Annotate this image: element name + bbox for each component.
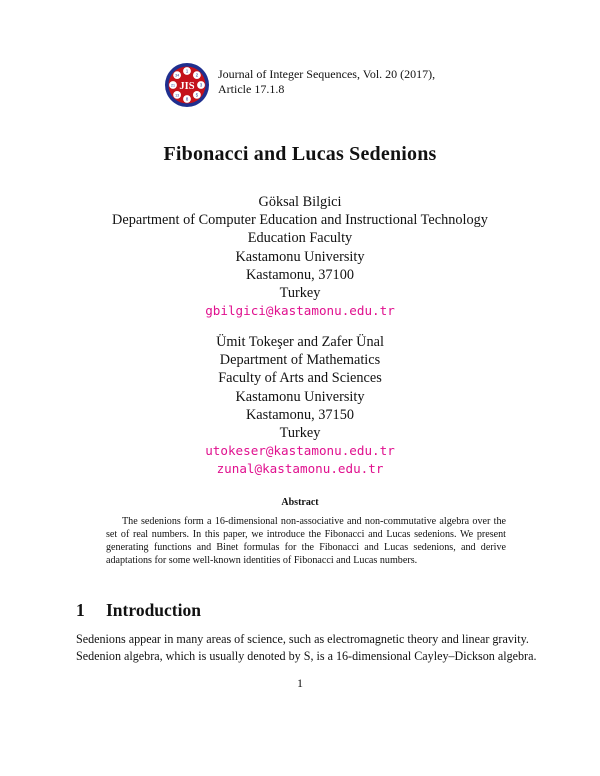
logo-number: 34 [175,73,180,78]
author-names: Ümit Tokeşer and Zafer Ünal [216,334,384,350]
logo-number: 2 [195,72,199,78]
university: Kastamonu University [235,388,365,405]
country: Turkey [279,285,321,302]
section-heading [76,600,201,621]
faculty: Education Faculty [247,230,353,247]
abstract-heading: Abstract [281,497,319,508]
journal-line-1: Journal of Integer Sequences, Vol. 20 (2017), [218,67,436,81]
abstract-text: The sedenions form a 16-dimensional non-associative and non-commutative algebra over the set of real numbers. In this paper, we introduce the Fibonacci and Lucas sedenions. We present generating functions and Binet formulas for the Fibonacci and Lucas sedenions, and derive adaptations for some well-known identities of Fibonacci and Lucas numbers. [106,516,506,566]
author-block-1 [0,193,600,320]
city: Kastamonu, 37100 [245,266,354,283]
email-link-2[interactable]: zunal@kastamonu.edu.tr [216,461,384,477]
journal-citation [218,67,478,97]
section-body [76,631,536,665]
department: Department of Mathematics [219,352,381,369]
faculty: Faculty of Arts and Sciences [218,370,382,387]
city: Kastamonu, 37150 [245,406,354,423]
author-name: Göksal Bilgici [258,194,342,210]
email-link[interactable]: gbilgici@kastamonu.edu.tr [205,303,395,319]
logo-number: 21 [171,83,175,88]
logo-number: 5 [195,92,199,98]
logo-number: 3 [199,82,203,88]
country: Turkey [279,425,321,442]
logo-number: 13 [175,93,180,98]
page-number: 1 [297,676,303,690]
logo-letters: JIS [179,81,195,93]
department: Department of Computer Education and Instructional Technology [112,212,488,229]
logo-number: 1 [185,68,189,74]
section-title: Introduction [106,600,201,620]
body-line-1: Sedenions appear in many areas of science, such as electromagnetic theory and linear gravity. [76,632,529,646]
body-line-2: Sedenion algebra, which is usually denoted by S, is a 16-dimensional Cayley–Dickson algebra. [76,649,537,663]
journal-line-2: Article 17.1.8 [218,82,285,96]
university: Kastamonu University [235,248,365,265]
paper-title: Fibonacci and Lucas Sedenions [163,143,437,165]
author-block-2 [0,333,600,479]
jis-logo [164,62,210,108]
email-link-1[interactable]: utokeser@kastamonu.edu.tr [205,443,395,459]
section-number: 1 [76,600,85,620]
logo-number: 8 [185,96,189,102]
